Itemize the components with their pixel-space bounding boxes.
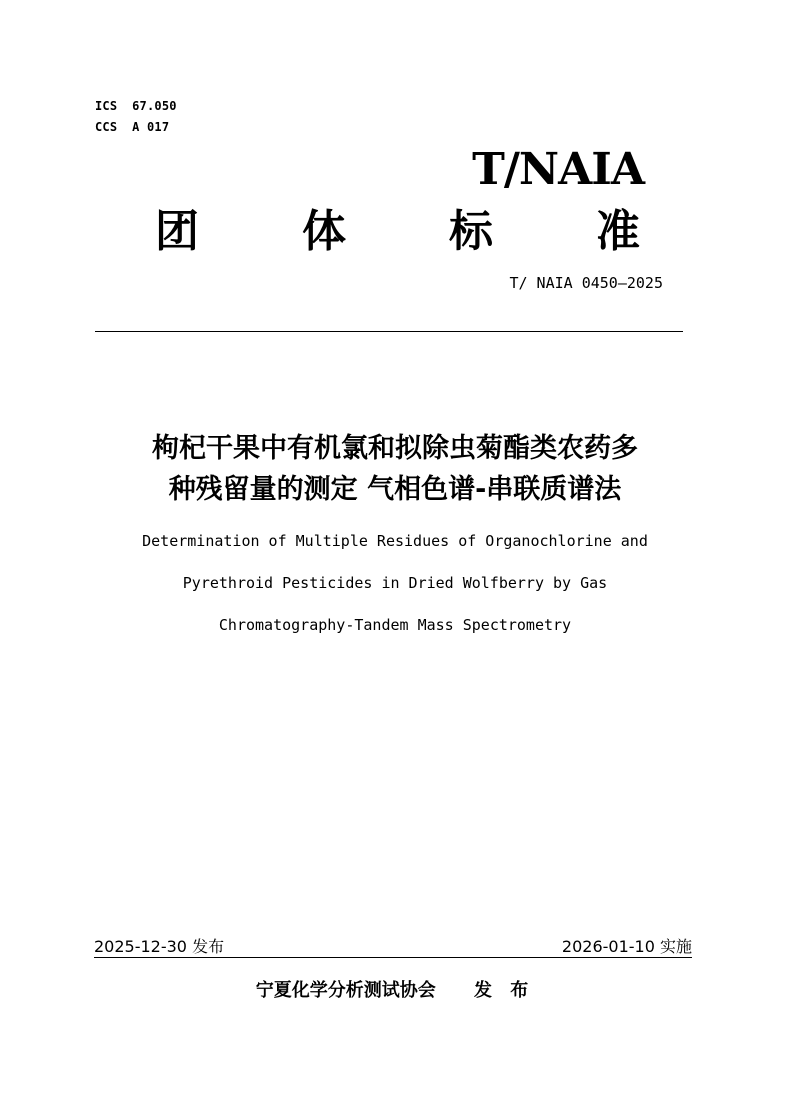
standard-kind-heading	[155, 200, 640, 264]
standard-kind-char-4: 准	[596, 206, 640, 257]
english-title-line-1: Determination of Multiple Residues of Organochlorine and	[142, 532, 648, 550]
english-title	[40, 520, 750, 646]
ics-code: ICS 67.050	[95, 99, 177, 113]
standard-kind-char-2: 体	[302, 206, 346, 257]
english-title-line-2: Pyrethroid Pesticides in Dried Wolfberry by Gas	[182, 574, 608, 592]
publish-label: 发 布	[474, 980, 535, 1001]
classification-codes	[95, 96, 177, 138]
standard-kind-char-1: 团	[155, 206, 199, 257]
standard-number: T/ NAIA 0450—2025	[509, 274, 663, 292]
publisher-name: 宁夏化学分析测试协会	[255, 980, 436, 1001]
footer-divider	[94, 957, 692, 958]
issue-date: 2025-12-30 发布	[94, 937, 225, 956]
chinese-title-line-2: 种残留量的测定 气相色谱-串联质谱法	[168, 474, 622, 505]
publisher-line	[0, 978, 790, 1004]
english-title-line-3: Chromatography-Tandem Mass Spectrometry	[218, 616, 572, 634]
ccs-code: CCS A 017	[95, 120, 170, 134]
organization-code: T/NAIA	[472, 144, 644, 195]
chinese-title-line-1: 枸杞干果中有机氯和拟除虫菊酯类农药多	[152, 433, 638, 464]
header-divider	[95, 331, 683, 332]
standard-kind-char-3: 标	[449, 206, 493, 257]
implementation-date: 2026-01-10 实施	[561, 937, 692, 956]
dates-row	[94, 936, 692, 958]
chinese-title	[60, 428, 730, 510]
